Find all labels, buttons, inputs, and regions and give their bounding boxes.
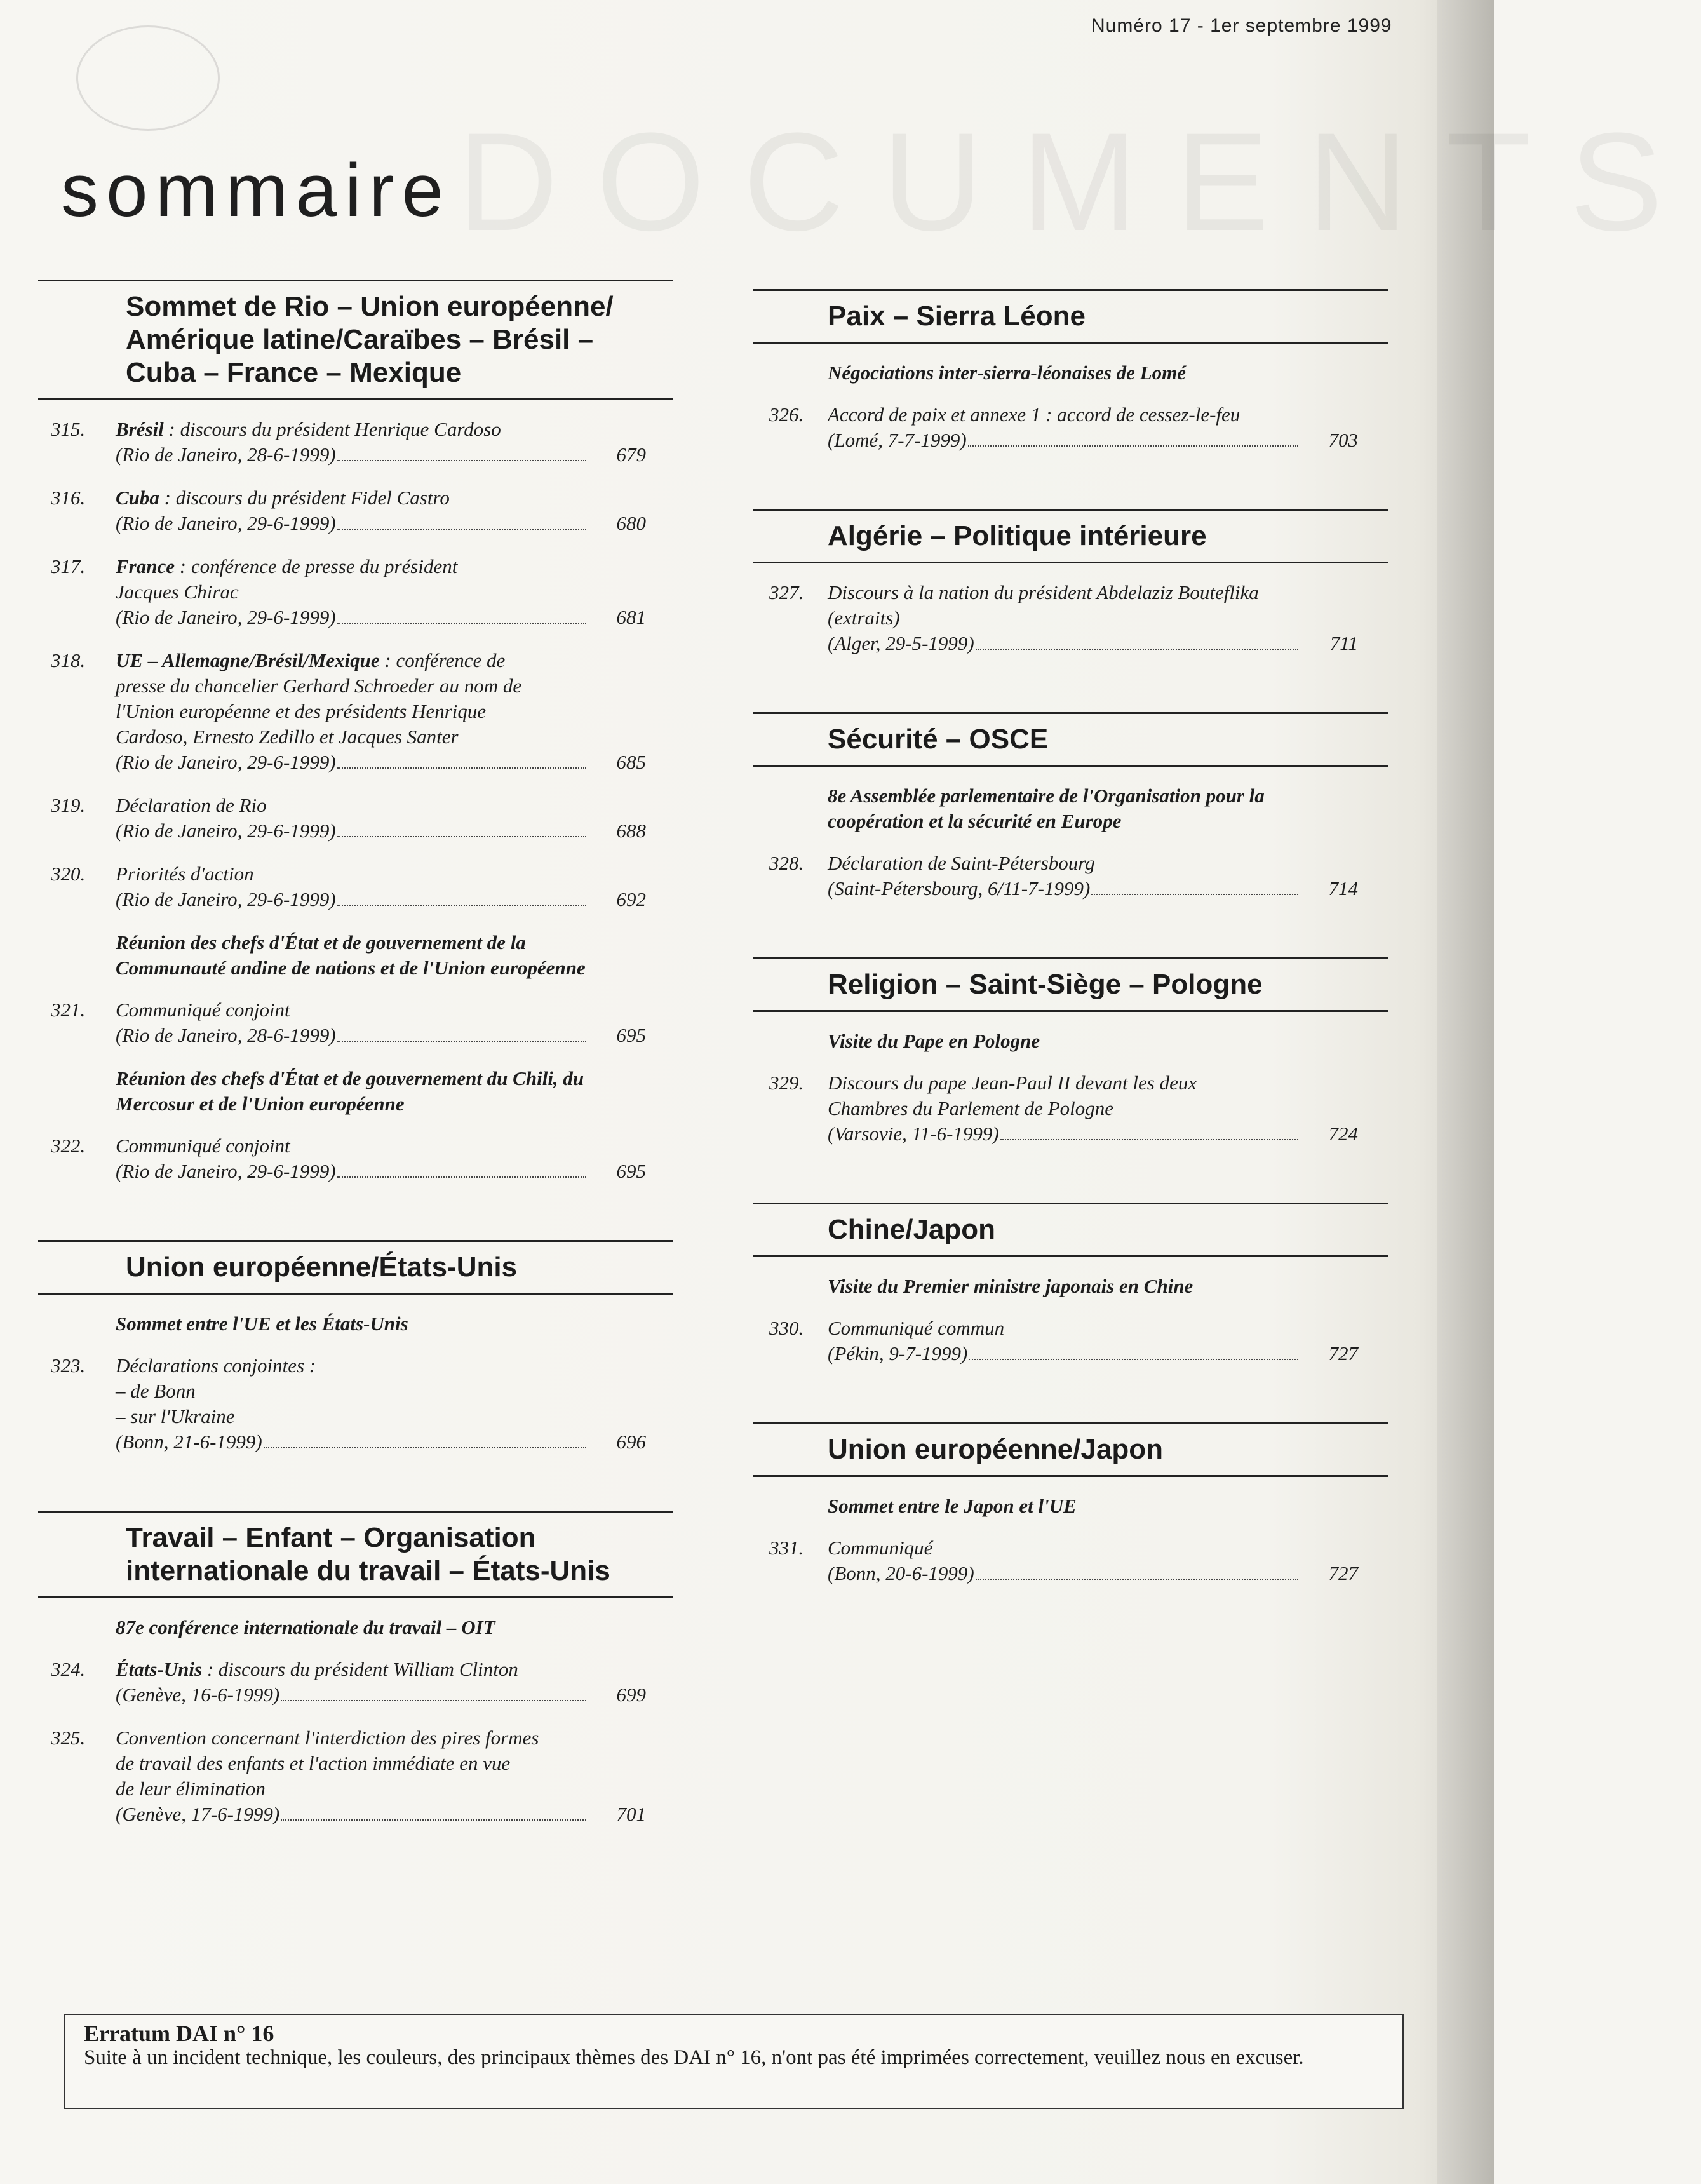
entry-date: (Alger, 29-5-1999) xyxy=(828,632,974,654)
entry-number: 317. xyxy=(51,555,86,577)
entry-text: Communiqué commun xyxy=(828,1317,1005,1339)
entry-date: (Bonn, 20-6-1999) xyxy=(828,1562,974,1584)
right-column xyxy=(753,289,1388,1604)
entry-text: Discours du pape Jean-Paul II devant les deux xyxy=(828,1072,1197,1094)
page-number: 703 xyxy=(1328,429,1358,451)
entry-date: (Varsovie, 11-6-1999) xyxy=(828,1122,999,1145)
leader-dots xyxy=(968,445,1298,447)
entry-text: Déclaration de Saint-Pétersbourg xyxy=(828,852,1095,874)
entry-date: (Rio de Janeiro, 28-6-1999) xyxy=(116,1024,336,1046)
section-paix-sierra-leone xyxy=(753,289,1388,453)
page-number: 727 xyxy=(1328,1562,1358,1584)
subheading-sommet-japon: Sommet entre le Japon et l'UE xyxy=(828,1495,1077,1517)
section-sommet-rio xyxy=(38,280,673,1184)
subheading-lome: Négociations inter-sierra-léonaises de Lomé xyxy=(828,361,1186,384)
issue-header: Numéro 17 - 1er septembre 1999 xyxy=(1091,15,1392,36)
entry-number: 323. xyxy=(51,1354,86,1377)
entry-number: 327. xyxy=(769,581,804,603)
leader-dots xyxy=(337,623,586,624)
section-ue-japon xyxy=(753,1422,1388,1586)
section-title: Travail – Enfant – Organisation internationale du travail – États-Unis xyxy=(126,1522,610,1586)
page-number: 681 xyxy=(616,606,646,628)
entry-text: Déclaration de Rio xyxy=(116,794,267,816)
entry-number: 319. xyxy=(51,794,86,816)
entry-number: 329. xyxy=(769,1072,804,1094)
section-header xyxy=(38,1511,673,1598)
entry-text: de travail des enfants et l'action immédiate en vue xyxy=(116,1752,511,1774)
leader-dots xyxy=(281,1819,586,1821)
section-header xyxy=(38,280,673,400)
entry-text: : discours du président Henrique Cardoso xyxy=(163,418,501,440)
leader-dots xyxy=(969,1359,1298,1360)
toc-entry-319[interactable] xyxy=(38,793,673,844)
entry-number: 324. xyxy=(51,1658,86,1680)
entry-text: Accord de paix et annexe 1 : accord de cessez-le-feu xyxy=(828,403,1240,426)
section-algerie xyxy=(753,509,1388,656)
entry-text: : discours du président Fidel Castro xyxy=(159,487,450,509)
entry-text: (extraits) xyxy=(828,607,900,629)
toc-entry-327[interactable] xyxy=(753,580,1388,656)
section-title: Sécurité – OSCE xyxy=(828,724,1049,755)
leader-dots xyxy=(1000,1139,1298,1140)
section-religion xyxy=(753,957,1388,1147)
subheading-oit: 87e conférence internationale du travail – OIT xyxy=(116,1616,495,1638)
toc-entry-329[interactable] xyxy=(753,1070,1388,1147)
entry-text: : conférence de xyxy=(379,649,506,671)
entry-text: : conférence de presse du président xyxy=(175,555,458,577)
entry-text: Discours à la nation du président Abdelaziz Bouteflika xyxy=(828,581,1259,603)
toc-entry-315[interactable] xyxy=(38,417,673,468)
page-number: 727 xyxy=(1328,1342,1358,1365)
entry-number: 321. xyxy=(51,999,86,1021)
entry-date: (Rio de Janeiro, 29-6-1999) xyxy=(116,1160,336,1182)
page-number: 701 xyxy=(616,1803,646,1825)
toc-entry-316[interactable] xyxy=(38,485,673,536)
leader-dots xyxy=(1091,894,1298,895)
entry-text: Convention concernant l'interdiction des pires formes xyxy=(116,1727,539,1749)
subheading-pape: Visite du Pape en Pologne xyxy=(828,1030,1040,1052)
page-number: 695 xyxy=(616,1024,646,1046)
toc-entry-326[interactable] xyxy=(753,402,1388,453)
entry-date: (Genève, 17-6-1999) xyxy=(116,1803,280,1825)
page-number: 711 xyxy=(1329,632,1358,654)
entry-date: (Lomé, 7-7-1999) xyxy=(828,429,967,451)
entry-date: (Rio de Janeiro, 29-6-1999) xyxy=(116,751,336,773)
entry-number: 331. xyxy=(769,1537,804,1559)
erratum-text: Suite à un incident technique, les couleurs, des principaux thèmes des DAI n° 16, n'ont pas été imprimées correctement, veuillez nous en excuser. xyxy=(84,2046,1304,2069)
toc-entry-321[interactable] xyxy=(38,997,673,1048)
section-header xyxy=(753,957,1388,1012)
entry-date: (Rio de Janeiro, 29-6-1999) xyxy=(116,512,336,534)
entry-text: : discours du président William Clinton xyxy=(202,1658,518,1680)
entry-number: 316. xyxy=(51,487,86,509)
adjacent-page-edge xyxy=(1437,0,1494,2184)
section-title: Union européenne/Japon xyxy=(828,1434,1164,1465)
entry-number: 320. xyxy=(51,863,86,885)
entry-text: l'Union européenne et des présidents Henrique xyxy=(116,700,487,722)
entry-number: 330. xyxy=(769,1317,804,1339)
entry-date: (Saint-Pétersbourg, 6/11-7-1999) xyxy=(828,877,1091,900)
page-number: 688 xyxy=(616,819,646,842)
left-column xyxy=(38,280,673,1845)
toc-entry-324[interactable] xyxy=(38,1657,673,1708)
section-securite-osce xyxy=(753,712,1388,901)
entry-text: Chambres du Parlement de Pologne xyxy=(828,1097,1113,1119)
entry-text: – sur l'Ukraine xyxy=(116,1405,235,1427)
entry-text: Communiqué conjoint xyxy=(116,999,290,1021)
entry-lead: États-Unis xyxy=(116,1658,203,1680)
leader-dots xyxy=(337,460,586,461)
entry-number: 322. xyxy=(51,1135,86,1157)
section-header xyxy=(753,712,1388,767)
page-number: 714 xyxy=(1328,877,1358,900)
show-through-text: DOCUMENTS xyxy=(457,104,1701,260)
entry-number: 328. xyxy=(769,852,804,874)
entry-text: Jacques Chirac xyxy=(116,581,239,603)
leader-dots xyxy=(264,1447,586,1448)
entry-number: 318. xyxy=(51,649,86,671)
subheading-visite-chine: Visite du Premier ministre japonais en Chine xyxy=(828,1275,1193,1297)
section-header xyxy=(753,1422,1388,1477)
entry-text: presse du chancelier Gerhard Schroeder au nom de xyxy=(116,675,522,697)
entry-lead: France xyxy=(116,555,175,577)
entry-text: Communiqué conjoint xyxy=(116,1135,290,1157)
section-header xyxy=(753,509,1388,563)
leader-dots xyxy=(337,529,586,530)
toc-entry-328[interactable] xyxy=(753,851,1388,901)
toc-entry-320[interactable] xyxy=(38,861,673,912)
entry-number: 326. xyxy=(769,403,804,426)
page-number: 696 xyxy=(616,1431,646,1453)
toc-entry-331[interactable] xyxy=(753,1535,1388,1586)
section-header xyxy=(753,1203,1388,1257)
entry-date: (Bonn, 21-6-1999) xyxy=(116,1431,262,1453)
section-header xyxy=(38,1240,673,1295)
toc-entry-317[interactable] xyxy=(38,554,673,630)
section-ue-etats-unis xyxy=(38,1240,673,1455)
entry-date: (Rio de Janeiro, 29-6-1999) xyxy=(116,888,336,910)
page-number: 685 xyxy=(616,751,646,773)
page-number: 699 xyxy=(616,1683,646,1706)
leader-dots xyxy=(337,1176,586,1178)
leader-dots xyxy=(976,649,1298,650)
entry-lead: UE – Allemagne/Brésil/Mexique xyxy=(116,649,380,671)
section-title: Religion – Saint-Siège – Pologne xyxy=(828,969,1263,1000)
section-chine-japon xyxy=(753,1203,1388,1366)
entry-text: Priorités d'action xyxy=(116,863,254,885)
entry-date: (Rio de Janeiro, 29-6-1999) xyxy=(116,606,336,628)
page-number: 680 xyxy=(616,512,646,534)
leader-dots xyxy=(337,905,586,906)
entry-date: (Pékin, 9-7-1999) xyxy=(828,1342,968,1365)
leader-dots xyxy=(337,836,586,837)
section-title: Union européenne/États-Unis xyxy=(126,1251,518,1283)
entry-date: (Rio de Janeiro, 29-6-1999) xyxy=(116,819,336,842)
entry-date: (Genève, 16-6-1999) xyxy=(116,1683,280,1706)
section-title: Chine/Japon xyxy=(828,1214,996,1245)
entry-date: (Rio de Janeiro, 28-6-1999) xyxy=(116,443,336,466)
page-number: 679 xyxy=(616,443,646,466)
subheading-sommet-ue-eu: Sommet entre l'UE et les États-Unis xyxy=(116,1312,408,1335)
section-title: Sommet de Rio – Union européenne/ Amérique latine/Caraïbes – Brésil – Cuba – France – Mexique xyxy=(126,291,614,388)
entry-text: Communiqué xyxy=(828,1537,933,1559)
leader-dots xyxy=(976,1579,1298,1580)
library-stamp xyxy=(76,25,220,131)
entry-text: – de Bonn xyxy=(116,1380,196,1402)
section-travail-enfant xyxy=(38,1511,673,1827)
page-number: 692 xyxy=(616,888,646,910)
toc-entry-323[interactable] xyxy=(38,1353,673,1455)
toc-entry-330[interactable] xyxy=(753,1316,1388,1366)
erratum-title: Erratum DAI n° 16 xyxy=(84,2021,274,2046)
entry-text: de leur élimination xyxy=(116,1777,266,1800)
page-number: 724 xyxy=(1328,1122,1358,1145)
page-number: 695 xyxy=(616,1160,646,1182)
toc-entry-318[interactable] xyxy=(38,648,673,775)
subheading-mercosur: Réunion des chefs d'État et de gouvernement du Chili, du Mercosur et de l'Union européenne xyxy=(116,1067,584,1115)
leader-dots xyxy=(337,1041,586,1042)
entry-lead: Brésil xyxy=(116,418,164,440)
leader-dots xyxy=(281,1700,586,1701)
entry-number: 325. xyxy=(51,1727,86,1749)
toc-entry-325[interactable] xyxy=(38,1725,673,1827)
section-title: Algérie – Politique intérieure xyxy=(828,520,1207,551)
leader-dots xyxy=(337,767,586,769)
entry-lead: Cuba xyxy=(116,487,159,509)
page-title: sommaire xyxy=(61,149,451,233)
erratum-box xyxy=(64,2014,1404,2109)
subheading-communaute-andine: Réunion des chefs d'État et de gouvernement de la Communauté andine de nations et de l'Union européenne xyxy=(116,931,586,979)
section-title: Paix – Sierra Léone xyxy=(828,300,1086,332)
entry-text: Déclarations conjointes : xyxy=(116,1354,316,1377)
subheading-osce: 8e Assemblée parlementaire de l'Organisation pour la coopération et la sécurité en Europe xyxy=(828,785,1265,832)
entry-number: 315. xyxy=(51,418,86,440)
toc-entry-322[interactable] xyxy=(38,1133,673,1184)
entry-text: Cardoso, Ernesto Zedillo et Jacques Santer xyxy=(116,725,459,748)
section-header xyxy=(753,289,1388,344)
